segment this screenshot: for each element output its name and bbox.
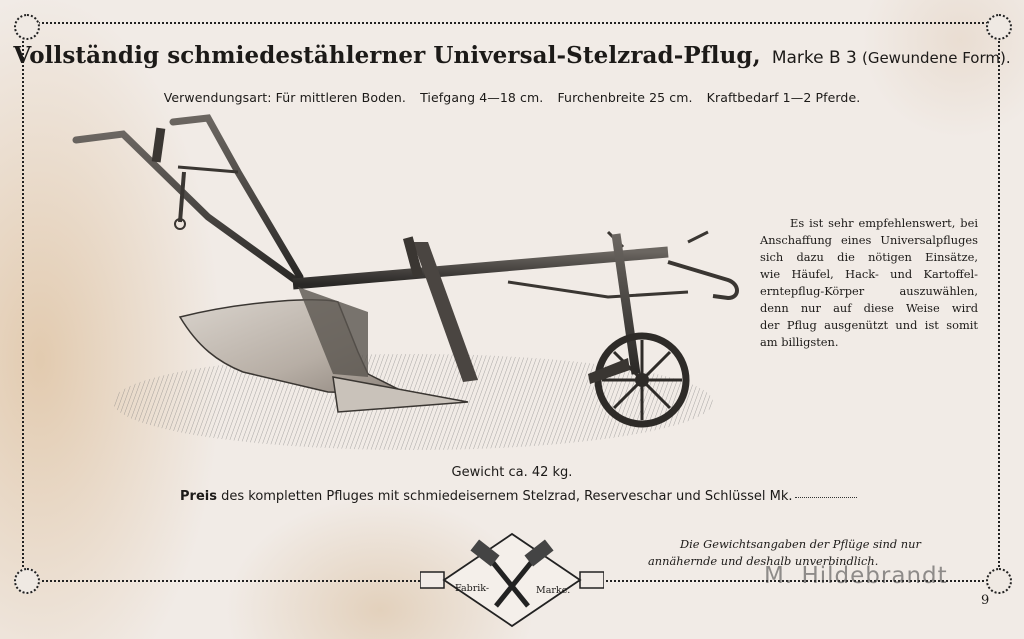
price-description: des kompletten Pfluges mit schmiedeisernem Stelzrad, Reserveschar und Schlüssel [221, 489, 766, 504]
side-line-4: wie Häufel, Hack- und Kartoffel- [760, 267, 978, 281]
price-currency: Mk. [769, 489, 793, 504]
side-line-5: erntepflug-Körper auszuwählen, [760, 284, 978, 298]
trademark-left-label: Fabrik- [455, 583, 490, 594]
spec-width: Furchenbreite 25 cm. [557, 90, 693, 105]
corner-ornament-bottom-left [14, 568, 40, 594]
corner-ornament-bottom-right [986, 568, 1012, 594]
specs-line [0, 90, 1024, 105]
price-label: Preis [180, 489, 217, 504]
plough-beam [293, 252, 668, 284]
corner-ornament-top-left [14, 14, 40, 40]
spec-usage: Verwendungsart: Für mittleren Boden. [163, 90, 406, 105]
side-line-8: am billigsten. [760, 335, 839, 349]
trademark-right-label: Marke. [536, 585, 571, 596]
side-line-3: sich dazu die nötigen Einsätze, [760, 250, 978, 264]
side-line-7: der Pflug ausgenützt und ist somit [760, 318, 978, 332]
left-handle [76, 134, 298, 282]
watermark-text: M. Hildebrandt [764, 563, 948, 589]
side-line-1: Es ist sehr empfehlenswert, bei [790, 216, 978, 230]
title-main: Vollständig schmiedestählerner Universal-Stelzrad-Pflug, [13, 42, 761, 69]
note-line-2: annähernde und deshalb unverbindlich. [648, 554, 879, 568]
handle-brace [178, 167, 238, 172]
weight-info: Gewicht ca. 42 kg. [451, 465, 573, 480]
title-model: Marke B 3 [771, 48, 857, 68]
beam-lower-rod [508, 282, 688, 297]
page-number: 9 [981, 593, 990, 608]
note-line-1: Die Gewichtsangaben der Pflüge sind nur [680, 537, 921, 551]
page-title [0, 42, 1024, 69]
spec-power: Kraftbedarf 1—2 Pferde. [706, 90, 861, 105]
title-form: (Gewundene Form). [861, 49, 1011, 67]
price-blank [795, 497, 857, 498]
side-line-6: denn nur auf diese Weise wird [760, 301, 978, 315]
side-line-2: Anschaffung eines Universalpfluges [760, 233, 978, 247]
wheel [598, 336, 686, 424]
trademark-emblem [420, 530, 604, 636]
recommendation-text [760, 215, 978, 351]
wrench [180, 172, 184, 222]
corner-ornament-top-right [986, 14, 1012, 40]
plough-illustration [68, 112, 768, 462]
spec-depth: Tiefgang 4—18 cm. [420, 90, 544, 105]
price-line [180, 489, 880, 504]
